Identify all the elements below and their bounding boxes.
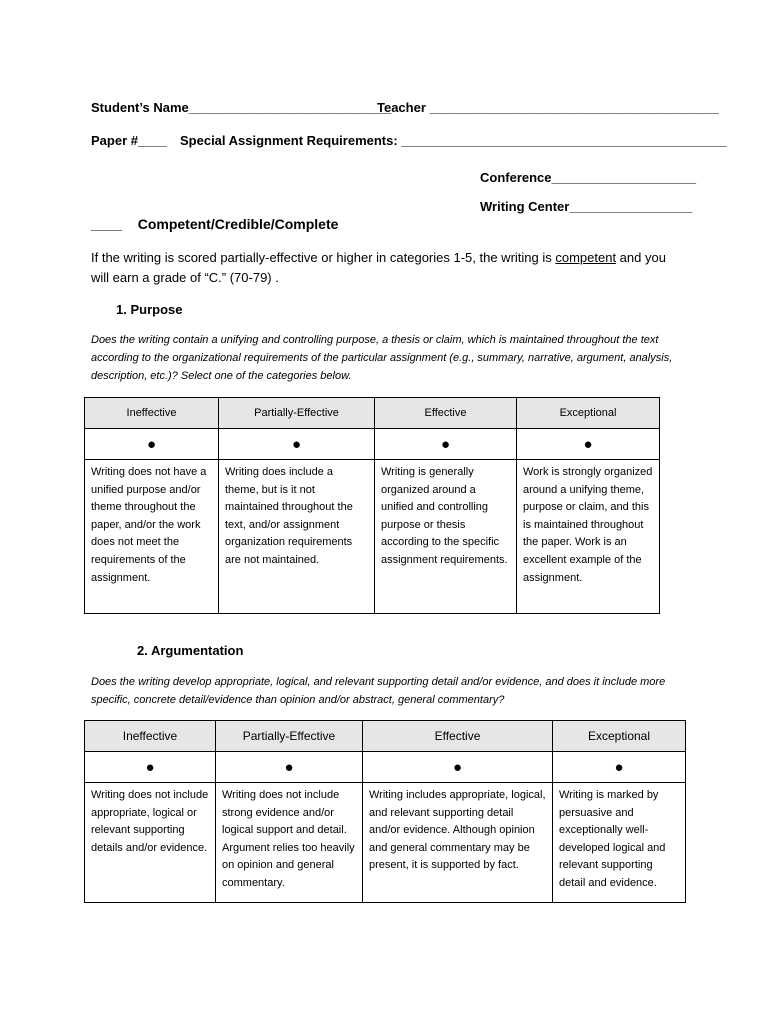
description-row xyxy=(85,783,686,903)
column-header: Effective xyxy=(363,721,553,752)
bullet-select-exceptional[interactable]: ● xyxy=(517,429,660,460)
description-row xyxy=(85,460,660,614)
teacher-field[interactable]: Teacher ________________________________________ xyxy=(377,100,719,115)
bullet-select-ineffective[interactable]: ● xyxy=(85,752,216,783)
table-header-row xyxy=(85,721,686,752)
description-cell: Writing does include a theme, but is it not maintained throughout the text, and/or assignment organization requirements are not maintained. xyxy=(219,460,375,614)
rubric-table-purpose xyxy=(84,397,660,614)
column-header: Partially-Effective xyxy=(216,721,363,752)
bullet-select-ineffective[interactable]: ● xyxy=(85,429,219,460)
table-header-row xyxy=(85,398,660,429)
intro-text-after: and you will earn a grade of “C.” (70-79) . xyxy=(91,250,666,285)
level-heading xyxy=(91,216,338,232)
rubric-table-argumentation xyxy=(84,720,686,903)
description-cell: Writing does not include strong evidence and/or logical support and detail. Argument relies too heavily on opinion and general commentary. xyxy=(216,783,363,903)
paper-number-field[interactable]: Paper #____ xyxy=(91,133,167,148)
bullet-select-effective[interactable]: ● xyxy=(375,429,517,460)
bullet-select-effective[interactable]: ● xyxy=(363,752,553,783)
column-header: Partially-Effective xyxy=(219,398,375,429)
column-header: Effective xyxy=(375,398,517,429)
section-question-argumentation: Does the writing develop appropriate, logical, and relevant supporting detail and/or evidence, and does it include more specific, concrete detail/evidence than opinion and/or abstract, general commentary? xyxy=(91,676,666,706)
conference-field[interactable]: Conference____________________ xyxy=(480,170,697,185)
column-header: Ineffective xyxy=(85,721,216,752)
writing-center-field[interactable]: Writing Center_________________ xyxy=(480,199,693,214)
description-cell: Work is strongly organized around a unifying theme, purpose or claim, and this is maintained throughout the paper. Work is an excellent example of the assignment. xyxy=(517,460,660,614)
intro-paragraph xyxy=(91,248,671,288)
column-header: Exceptional xyxy=(553,721,686,752)
description-cell: Writing does not have a unified purpose and/or theme throughout the paper, and/or the work does not meet the requirements of the assignment. xyxy=(85,460,219,614)
special-requirements-field[interactable]: Special Assignment Requirements: _____________________________________________ xyxy=(180,133,727,148)
student-name-field[interactable]: Student’s Name____________________________ xyxy=(91,100,392,115)
column-header: Ineffective xyxy=(85,398,219,429)
section-title-purpose: 1. Purpose xyxy=(116,302,183,317)
column-header: Exceptional xyxy=(517,398,660,429)
bullet-select-partially-effective[interactable]: ● xyxy=(216,752,363,783)
intro-text-before: If the writing is scored partially-effective or higher in categories 1-5, the writing is xyxy=(91,250,556,265)
section-question-purpose: Does the writing contain a unifying and controlling purpose, a thesis or claim, which is maintained throughout the text according to the organizational requirements of the particular assignment (e.g., summary, narrative, argument, analysis, description, etc.)? Select one of the categories below. xyxy=(91,334,673,382)
bullet-select-partially-effective[interactable]: ● xyxy=(219,429,375,460)
level-title: Competent/Credible/Complete xyxy=(137,216,339,232)
description-cell: Writing includes appropriate, logical, and relevant supporting detail and/or evidence. Although opinion and general commentary may be present, it is supported by fact. xyxy=(363,783,553,903)
description-cell: Writing is marked by persuasive and exceptionally well-developed logical and relevant supporting detail and evidence. xyxy=(553,783,686,903)
description-cell: Writing does not include appropriate, logical or relevant supporting details and/or evidence. xyxy=(85,783,216,903)
selection-row xyxy=(85,429,660,460)
description-cell: Writing is generally organized around a unified and controlling purpose or thesis according to the specific assignment requirements. xyxy=(375,460,517,614)
intro-underlined-word: competent xyxy=(555,250,617,265)
section-title-argumentation: 2. Argumentation xyxy=(137,643,244,658)
score-blank[interactable]: ____ xyxy=(91,216,123,232)
bullet-select-exceptional[interactable]: ● xyxy=(553,752,686,783)
selection-row xyxy=(85,752,686,783)
